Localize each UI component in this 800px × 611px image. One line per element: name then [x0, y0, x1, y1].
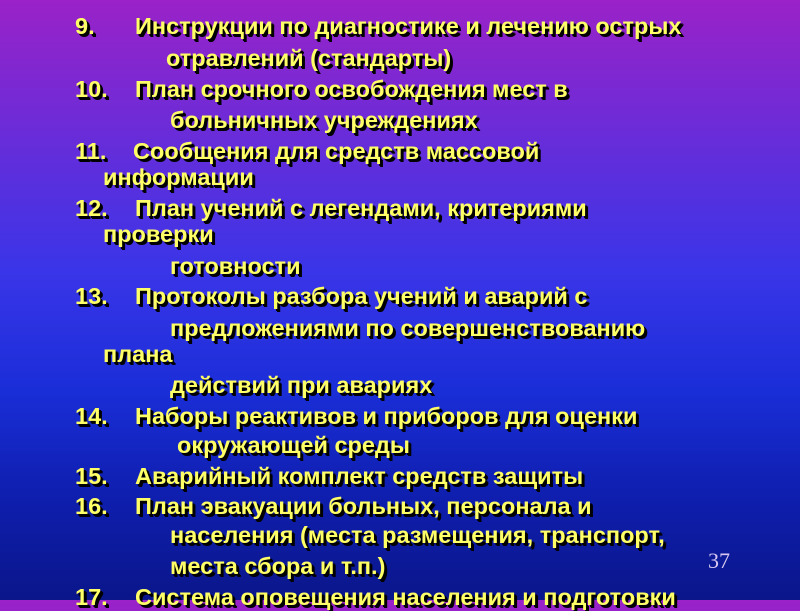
item-11-line-1: Сообщения для средств массовой	[133, 138, 540, 164]
item-16-line-2: населения (места размещения, транспорт,	[170, 522, 665, 548]
item-15-line-1: Аварийный комплект средств защиты	[135, 463, 584, 489]
item-14-number: 14.	[75, 403, 108, 429]
item-10-line-1: План срочного освобождения мест в	[135, 76, 568, 102]
item-16-number: 16.	[75, 493, 108, 519]
item-11-line-2: информации	[103, 164, 254, 190]
item-15-number: 15.	[75, 463, 108, 489]
item-17-number: 17.	[75, 584, 108, 610]
item-12-line-1: План учений с легендами, критериями	[135, 195, 587, 221]
item-9-line-1: Инструкции по диагностике и лечению острых	[135, 13, 682, 39]
item-12-number: 12.	[75, 195, 108, 221]
item-10-number: 10.	[75, 76, 108, 102]
item-13-number: 13.	[75, 283, 108, 309]
item-13-line-2: предложениями по совершенствованию	[170, 315, 646, 341]
item-13-line-4: действий при авариях	[170, 372, 433, 398]
item-10-line-2: больничных учреждениях	[170, 107, 478, 133]
item-14-line-1: Наборы реактивов и приборов для оценки	[135, 403, 638, 429]
item-16-line-3: места сбора и т.п.)	[170, 553, 386, 579]
item-17-line-1: Система оповещения населения и подготовки	[135, 584, 676, 610]
item-16-line-1: План эвакуации больных, персонала и	[135, 493, 592, 519]
page-number: 37	[708, 548, 730, 573]
item-12-line-3: готовности	[170, 253, 301, 279]
item-14-line-2: окружающей среды	[177, 432, 410, 458]
item-13-line-1: Протоколы разбора учений и аварий с	[135, 283, 588, 309]
item-9-line-2: отравлений (стандарты)	[166, 45, 452, 71]
item-11-number: 11.	[75, 138, 107, 164]
item-13-line-3: плана	[103, 341, 173, 367]
item-9-number: 9.	[75, 13, 95, 39]
item-12-line-2: проверки	[103, 221, 214, 247]
